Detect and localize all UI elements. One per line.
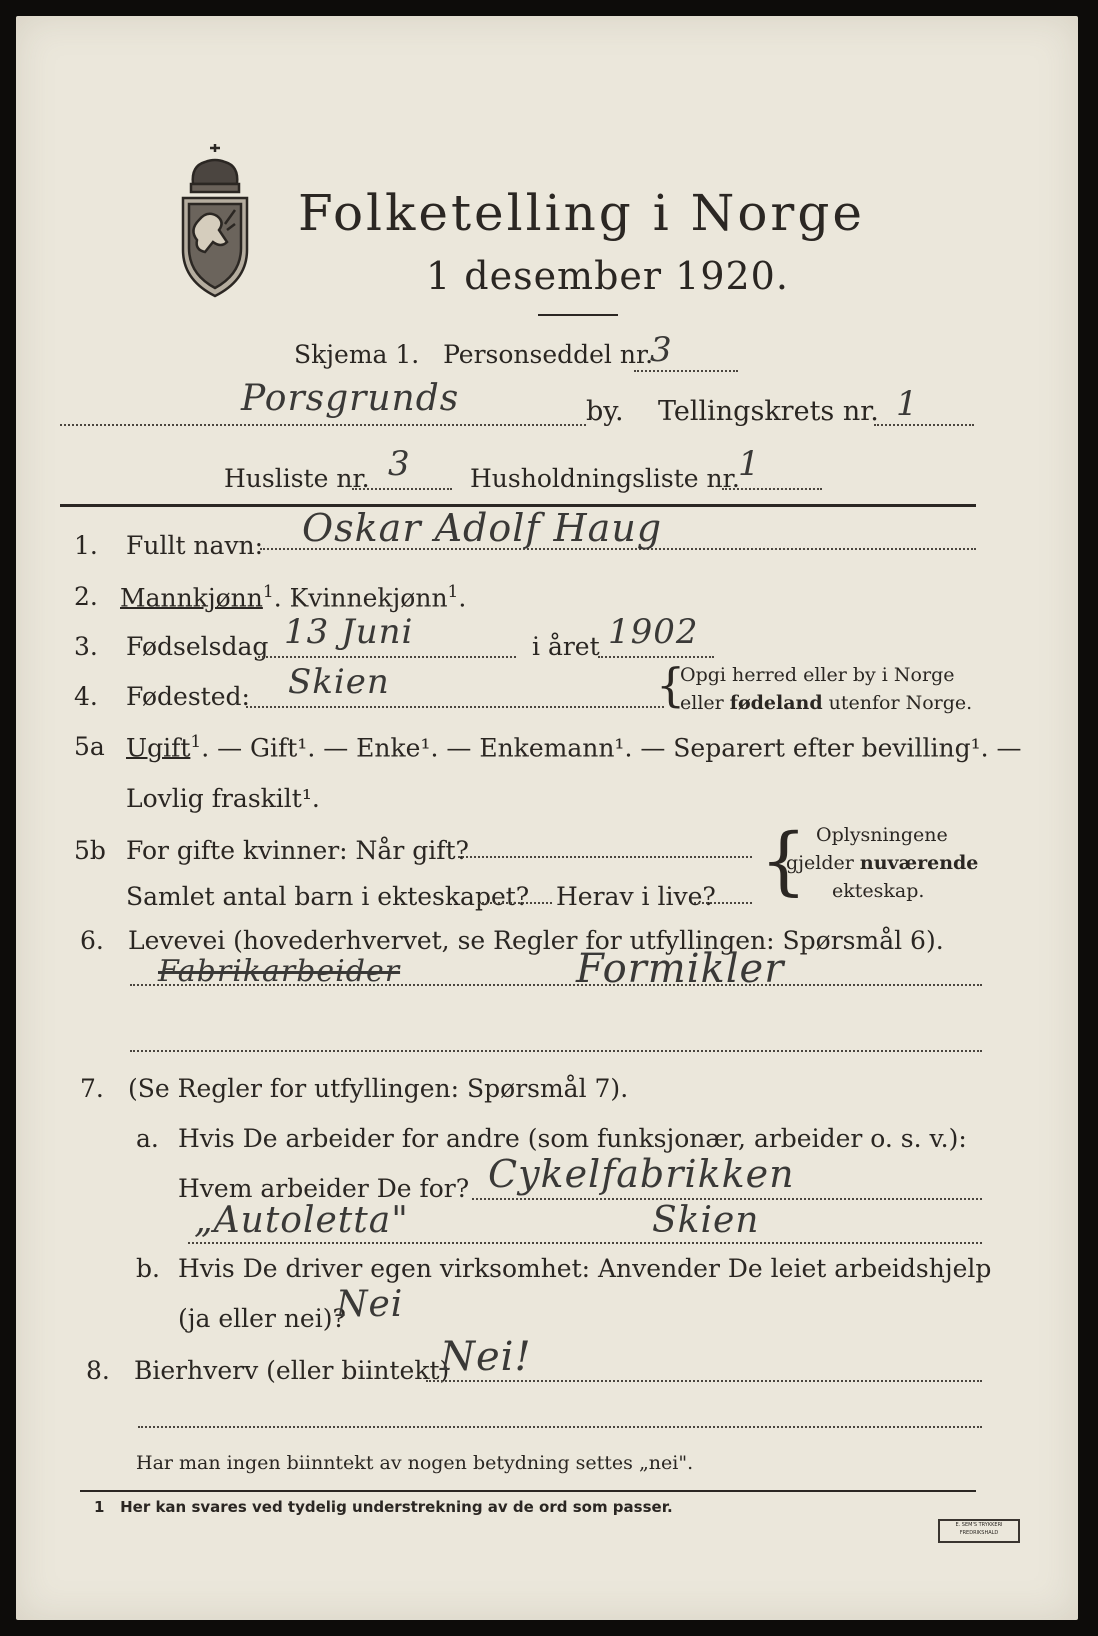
q8-line2: [138, 1426, 982, 1428]
q6-number: 6.: [80, 926, 104, 955]
title-divider: [538, 314, 618, 316]
q7b-letter: b.: [136, 1254, 160, 1283]
q3-line: [258, 656, 516, 658]
q7a-text: Hvis De arbeider for andre (som funksjonær, arbeider o. s. v.):: [178, 1124, 967, 1153]
q5b-alive: Herav i live?: [556, 882, 716, 911]
occupation-struck-value: Fabrikarbeider: [158, 954, 401, 989]
personseddel-line: [634, 370, 738, 372]
birthplace-value: Skien: [288, 662, 390, 702]
q4-note-line2: eller fødeland utenfor Norge.: [680, 692, 973, 714]
q5b-alive-line: [694, 902, 752, 904]
q7a-letter: a.: [136, 1124, 159, 1153]
q1-label: Fullt navn:: [126, 531, 264, 560]
marital-status-options: Ugift$^1$. — Gift¹. — Enke¹. — Enkemann¹. — Separert efter bevilling¹. —: [126, 732, 1022, 763]
q7b-text: Hvis De driver egen virksomhet: Anvender De leiet arbeidshjelp: [178, 1254, 992, 1283]
q7a-question: Hvem arbeider De for?: [178, 1174, 470, 1203]
year-label: i året: [532, 632, 600, 661]
q4-line: [246, 706, 664, 708]
employer-place-value: Skien: [652, 1200, 760, 1241]
gender-male-option: Mannkjønn: [120, 583, 263, 613]
q3-label: Fødselsdag: [126, 632, 269, 661]
tellingskrets-value: 1: [896, 384, 919, 424]
gender-options: Mannkjønn$^1$. Kvinnekjønn$^1$.: [120, 582, 467, 613]
q2-number: 2.: [74, 582, 98, 611]
q5b-children: Samlet antal barn i ekteskapet?: [126, 882, 530, 911]
marital-fraskilt-option: Lovlig fraskilt¹.: [126, 784, 320, 813]
q5b-note-line1: Oplysningene: [816, 824, 948, 846]
q7a-line2: [188, 1242, 982, 1244]
q6-line2: [130, 1050, 982, 1052]
q4-label: Fødested:: [126, 682, 250, 711]
census-form-sheet: [16, 16, 1078, 1620]
birthday-value: 13 Juni: [284, 612, 414, 652]
employer-name-value: „Autoletta": [194, 1200, 409, 1241]
city-line: [60, 424, 586, 426]
q4-note-line1: Opgi herred eller by i Norge: [680, 664, 955, 686]
q5b-married-line: [458, 856, 752, 858]
q5b-note-line3: ekteskap.: [832, 880, 925, 902]
husholdning-label: Husholdningsliste nr.: [470, 464, 740, 493]
birth-year-value: 1902: [608, 612, 699, 652]
city-value: Porsgrunds: [241, 378, 460, 419]
printer-stamp: E. SEM'S TRYKKERI FREDRIKSHALD: [938, 1519, 1020, 1543]
census-date: 1 desember 1920.: [426, 254, 789, 298]
q5b-number: 5b: [74, 836, 106, 865]
q1-number: 1.: [74, 531, 98, 560]
city-suffix: by.: [586, 396, 624, 427]
q7-number: 7.: [80, 1074, 104, 1103]
husholdning-line: [722, 488, 822, 490]
q5b-married-when: For gifte kvinner: Når gift?: [126, 836, 469, 865]
personseddel-value: 3: [650, 330, 673, 370]
employer-value: Cykelfabrikken: [488, 1152, 795, 1196]
q8-line1: [426, 1380, 982, 1382]
q7b-question: (ja eller nei)?: [178, 1304, 346, 1333]
husliste-line: [352, 488, 452, 490]
income-note: Har man ingen biinntekt av nogen betydning settes „nei".: [136, 1452, 694, 1474]
q7-label: (Se Regler for utfyllingen: Spørsmål 7).: [128, 1074, 629, 1103]
full-name-value: Oskar Adolf Haug: [302, 506, 663, 550]
form-title: Folketelling i Norge: [298, 184, 865, 242]
q5b-note-line2: gjelder nuværende: [786, 852, 979, 874]
husliste-value: 3: [388, 444, 411, 484]
q6-label: Levevei (hovederhvervet, se Regler for utfyllingen: Spørsmål 6).: [128, 926, 944, 955]
q8-number: 8.: [86, 1356, 110, 1385]
q4-note-brace: {: [656, 658, 686, 712]
schema-label: Skjema 1. Personseddel nr.: [294, 340, 654, 369]
q3-number: 3.: [74, 632, 98, 661]
q5a-number: 5a: [74, 732, 105, 761]
side-income-value: Nei!: [440, 1334, 532, 1380]
hired-help-value: Nei: [336, 1284, 404, 1325]
occupation-value: Formikler: [576, 946, 785, 992]
q4-number: 4.: [74, 682, 98, 711]
footer-rule: [80, 1490, 976, 1492]
tellingskrets-line: [874, 424, 974, 426]
gender-female-option: Kvinnekjønn: [289, 583, 448, 613]
q5b-children-line: [478, 902, 552, 904]
tellingskrets-label: Tellingskrets nr.: [658, 396, 879, 427]
q8-label: Bierhverv (eller biintekt): [134, 1356, 450, 1385]
q5b-note-brace: {: [760, 818, 808, 904]
husliste-label: Husliste nr.: [224, 464, 370, 493]
norwegian-coat-of-arms-icon: [169, 140, 261, 300]
marital-ugift-option: Ugift: [126, 733, 191, 763]
footnote: 1 Her kan svares ved tydelig understrekning av de ord som passer.: [94, 1498, 673, 1516]
husholdning-value: 1: [738, 444, 761, 484]
